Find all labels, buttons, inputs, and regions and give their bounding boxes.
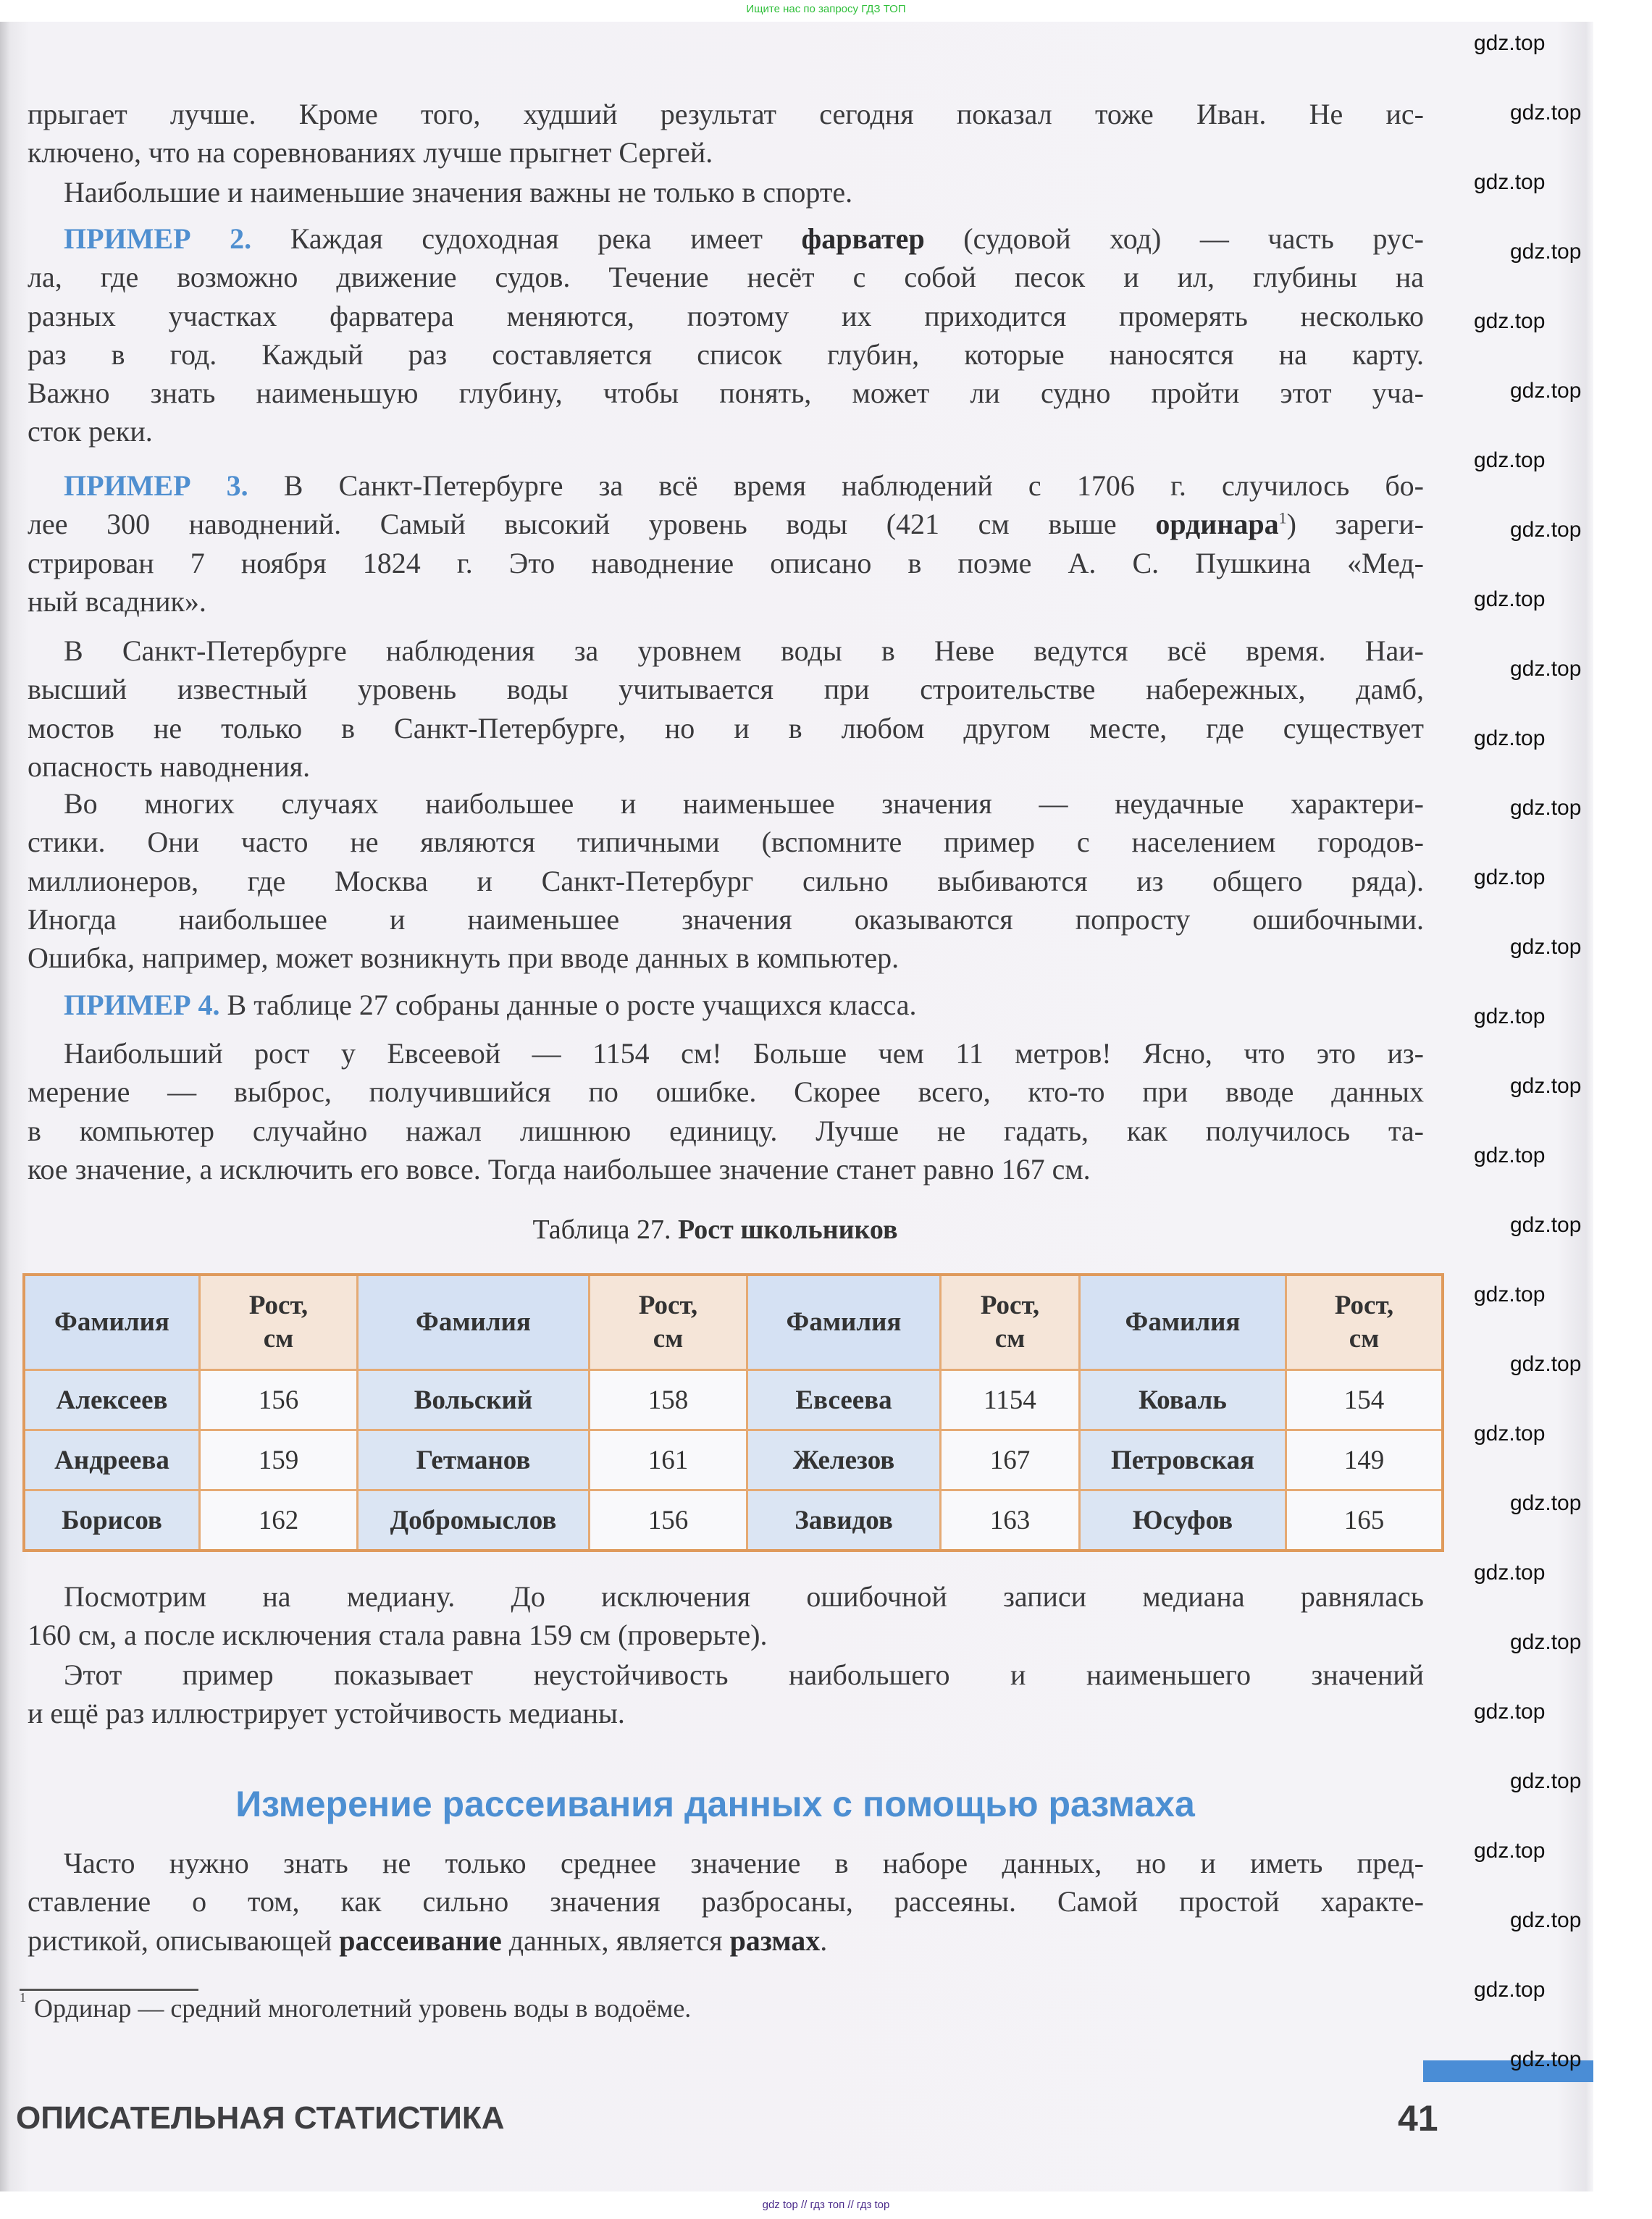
gdz-watermark: gdz.top <box>1510 796 1582 820</box>
cell-height: 158 <box>590 1370 747 1430</box>
text-line: миллионеров, где Москва и Санкт-Петербург сильно выбиваются из общего ряда). <box>28 864 1424 897</box>
text-line: Ошибка, например, может возникнуть при вводе данных в компьютер. <box>28 941 900 975</box>
paragraph <box>28 1034 1424 1188</box>
gdz-watermark: gdz.top <box>1510 935 1582 959</box>
text-segment: лее 300 наводнений. Самый высокий уровень воды (421 см выше <box>28 508 1156 541</box>
paragraph <box>28 95 1424 172</box>
text-segment: ристикой, описывающей <box>28 1924 340 1957</box>
paragraph <box>28 632 1424 786</box>
gdz-watermark: gdz.top <box>1510 1769 1582 1793</box>
text-line: кое значение, а исключить его вовсе. Тогда наибольшее значение станет равно 167 см. <box>28 1152 1091 1186</box>
footnote-divider <box>20 1989 198 1991</box>
paragraph <box>28 466 1424 621</box>
gdz-watermark: gdz.top <box>1474 1700 1546 1724</box>
header-height-text: см <box>994 1324 1026 1354</box>
text-line: Иногда наибольшее и наименьшее значения оказываются попросту ошибочными. <box>28 902 1424 936</box>
text-line: ставление о том, как сильно значения разбросаны, рассеяны. Самой простой характе- <box>28 1885 1424 1918</box>
bold-term: ординара <box>1155 508 1279 541</box>
cell-height: 162 <box>200 1490 358 1551</box>
gdz-watermark: gdz.top <box>1474 1144 1546 1167</box>
gdz-watermark: gdz.top <box>1474 726 1546 750</box>
gdz-watermark: gdz.top <box>1474 309 1546 333</box>
table-row <box>24 1490 1443 1551</box>
paragraph <box>28 1577 1424 1655</box>
gdz-watermark: gdz.top <box>1510 1352 1582 1376</box>
text-line: в компьютер случайно нажал лишнюю единицу. Лучше не гадать, как получилось та- <box>28 1114 1424 1147</box>
text-line: Посмотрим на медиану. До исключения ошибочной записи медиана равнялась <box>64 1580 1424 1613</box>
text-segment: (судовой ход) — часть рус- <box>924 222 1424 255</box>
gdz-watermark: gdz.top <box>1510 1630 1582 1654</box>
section-heading: Измерение рассеивания данных с помощью размаха <box>235 1784 1195 1824</box>
cell-height: 167 <box>941 1430 1080 1490</box>
paragraph <box>28 784 1424 977</box>
cell-surname: Алексеев <box>24 1370 200 1430</box>
cell-height: 165 <box>1286 1490 1443 1551</box>
cell-surname: Евсеева <box>747 1370 941 1430</box>
cell-height: 163 <box>941 1490 1080 1551</box>
cell-surname: Гетманов <box>358 1430 590 1490</box>
cell-height: 156 <box>590 1490 747 1551</box>
text-line <box>28 505 1424 543</box>
table-row <box>24 1370 1443 1430</box>
cell-surname: Андреева <box>24 1430 200 1490</box>
gdz-watermark: gdz.top <box>1474 1561 1546 1585</box>
text-line: Важно знать наименьшую глубину, чтобы понять, может ли судно пройти этот уча- <box>28 377 1424 410</box>
cell-surname: Петровская <box>1080 1430 1286 1490</box>
text-line: мерение — выброс, получившийся по ошибке. Скорее всего, кто-то при вводе данных <box>28 1075 1424 1109</box>
text-line <box>28 219 1424 258</box>
text-line: разных участках фарватера меняются, поэтому их приходится промерять несколько <box>28 299 1424 332</box>
text-segment: В таблице 27 собраны данные о росте учащихся класса. <box>219 989 917 1021</box>
header-height-text: см <box>1349 1324 1380 1354</box>
header-surname: Фамилия <box>747 1275 941 1370</box>
gdz-watermark: gdz.top <box>1510 657 1582 681</box>
gdz-watermark: gdz.top <box>1510 1074 1582 1098</box>
paragraph <box>28 986 1424 1024</box>
text-segment: ) зареги- <box>1286 508 1424 541</box>
header-surname: Фамилия <box>358 1275 590 1370</box>
gdz-watermark: gdz.top <box>1510 2047 1582 2071</box>
text-line: ный всадник». <box>28 584 206 618</box>
header-height <box>200 1275 358 1370</box>
text-line: опасность наводнения. <box>28 750 311 783</box>
gdz-watermark: gdz.top <box>1474 587 1546 611</box>
header-height-text: Рост, <box>638 1291 698 1320</box>
text-segment: В Санкт-Петербурге за всё время наблюдений с 1706 г. случилось бо- <box>248 469 1424 502</box>
text-line: Во многих случаях наибольшее и наименьшее значения — неудачные характери- <box>64 787 1424 820</box>
header-height <box>1286 1275 1443 1370</box>
table-header-row <box>24 1275 1443 1370</box>
gdz-watermark: gdz.top <box>1510 379 1582 403</box>
gdz-watermark: gdz.top <box>1474 1839 1546 1863</box>
search-hint-banner: Ищите нас по запросу ГДЗ ТОП <box>746 3 906 15</box>
table-caption-prefix: Таблица 27. <box>532 1215 679 1245</box>
text-line: ла, где возможно движение судов. Течение несёт с собой песок и ил, глубины на <box>28 261 1424 294</box>
text-line <box>28 466 1424 505</box>
text-line: Наибольший рост у Евсеевой — 1154 см! Больше чем 11 метров! Ясно, что это из- <box>64 1037 1424 1070</box>
text-segment: . <box>820 1924 828 1957</box>
text-line: 160 см, а после исключения стала равна 159 см (проверьте). <box>28 1619 768 1652</box>
cell-surname: Вольский <box>358 1370 590 1430</box>
text-line: и ещё раз иллюстрирует устойчивость медианы. <box>28 1697 625 1730</box>
table-caption-title: Рост школьников <box>678 1215 898 1245</box>
text-line <box>28 986 1424 1024</box>
text-line: раз в год. Каждый раз составляется список глубин, которые наносятся на карту. <box>28 337 1424 371</box>
gdz-watermark: gdz.top <box>1510 1908 1582 1932</box>
cell-surname: Завидов <box>747 1490 941 1551</box>
cell-surname: Коваль <box>1080 1370 1286 1430</box>
example-label: ПРИМЕР 2. <box>64 222 252 255</box>
gdz-watermark: gdz.top <box>1510 1213 1582 1237</box>
example-label: ПРИМЕР 4. <box>64 989 220 1021</box>
text-line: стики. Они часто не являются типичными (вспомните пример с населением городов- <box>28 826 1424 859</box>
bottom-watermark-links: gdz top // гдз топ // гдз top <box>762 2199 890 2211</box>
gdz-watermark: gdz.top <box>1510 518 1582 542</box>
gdz-watermark: gdz.top <box>1474 1004 1546 1028</box>
cell-height: 156 <box>200 1370 358 1430</box>
cell-surname: Юсуфов <box>1080 1490 1286 1551</box>
gdz-watermark: gdz.top <box>1474 1422 1546 1446</box>
paragraph <box>28 219 1424 451</box>
cell-height: 159 <box>200 1430 358 1490</box>
header-height-text: Рост, <box>248 1291 309 1320</box>
cell-surname: Железов <box>747 1430 941 1490</box>
bold-term: размах <box>729 1924 821 1957</box>
footer-chapter-title: ОПИСАТЕЛЬНАЯ СТАТИСТИКА <box>16 2100 505 2136</box>
header-height <box>590 1275 747 1370</box>
cell-height: 1154 <box>941 1370 1080 1430</box>
table-row <box>24 1430 1443 1490</box>
gdz-watermark: gdz.top <box>1474 1978 1546 2002</box>
heights-table <box>22 1273 1444 1552</box>
gdz-watermark: gdz.top <box>1510 101 1582 125</box>
gdz-watermark: gdz.top <box>1474 1283 1546 1306</box>
bold-term: фарватер <box>801 222 925 255</box>
page-number: 41 <box>1398 2098 1438 2139</box>
header-surname: Фамилия <box>1080 1275 1286 1370</box>
text-line: Этот пример показывает неустойчивость наибольшего и наименьшего значений <box>64 1658 1424 1691</box>
text-line: В Санкт-Петербурге наблюдения за уровнем воды в Неве ведутся всё время. Наи- <box>64 634 1424 667</box>
header-surname: Фамилия <box>24 1275 200 1370</box>
gdz-watermark: gdz.top <box>1474 170 1546 194</box>
footnote-mark: 1 <box>20 1990 26 2005</box>
text-line: Часто нужно знать не только среднее значение в наборе данных, но и иметь пред- <box>64 1847 1424 1879</box>
text-line: мостов не только в Санкт-Петербурге, но и в любом другом месте, где существует <box>28 711 1424 744</box>
header-height-text: см <box>263 1324 294 1354</box>
text-segment: Каждая судоходная река имеет <box>251 222 802 255</box>
text-segment: данных, является <box>501 1924 730 1957</box>
text-line: высший известный уровень воды учитывается при строительстве набережных, дамб, <box>28 673 1424 706</box>
text-line: стрирован 7 ноября 1824 г. Это наводнение описано в поэме А. С. Пушкина «Мед- <box>28 546 1424 579</box>
cell-surname: Добромыслов <box>358 1490 590 1551</box>
text-line: Наибольшие и наименьшие значения важны не только в спорте. <box>64 176 853 209</box>
gdz-watermark: gdz.top <box>1510 1491 1582 1515</box>
header-height <box>941 1275 1080 1370</box>
text-line: сток реки. <box>28 415 153 448</box>
text-line <box>28 1921 1424 1960</box>
table-caption <box>0 1214 1430 1246</box>
gdz-watermark: gdz.top <box>1474 865 1546 889</box>
text-line: прыгает лучше. Кроме того, худший результат сегодня показал тоже Иван. Не ис- <box>28 98 1424 130</box>
header-height-text: см <box>653 1324 684 1354</box>
gdz-watermark: gdz.top <box>1474 448 1546 472</box>
paragraph <box>28 1656 1424 1733</box>
cell-height: 149 <box>1286 1430 1443 1490</box>
gdz-watermark: gdz.top <box>1510 240 1582 264</box>
cell-height: 154 <box>1286 1370 1443 1430</box>
header-height-text: Рост, <box>1334 1291 1394 1320</box>
cell-surname: Борисов <box>24 1490 200 1551</box>
footnote-text: Ординар — средний многолетний уровень воды в водоёме. <box>34 1994 692 2023</box>
cell-height: 161 <box>590 1430 747 1490</box>
header-height-text: Рост, <box>980 1291 1040 1320</box>
paragraph <box>28 1844 1424 1960</box>
text-line: ключено, что на соревнованиях лучше прыгнет Сергей. <box>28 136 713 169</box>
gdz-watermark: gdz.top <box>1474 31 1546 55</box>
paragraph <box>28 173 1424 211</box>
footnote-ref: 1 <box>1278 508 1287 527</box>
example-label: ПРИМЕР 3. <box>64 469 248 502</box>
bold-term: рассеивание <box>339 1924 502 1957</box>
